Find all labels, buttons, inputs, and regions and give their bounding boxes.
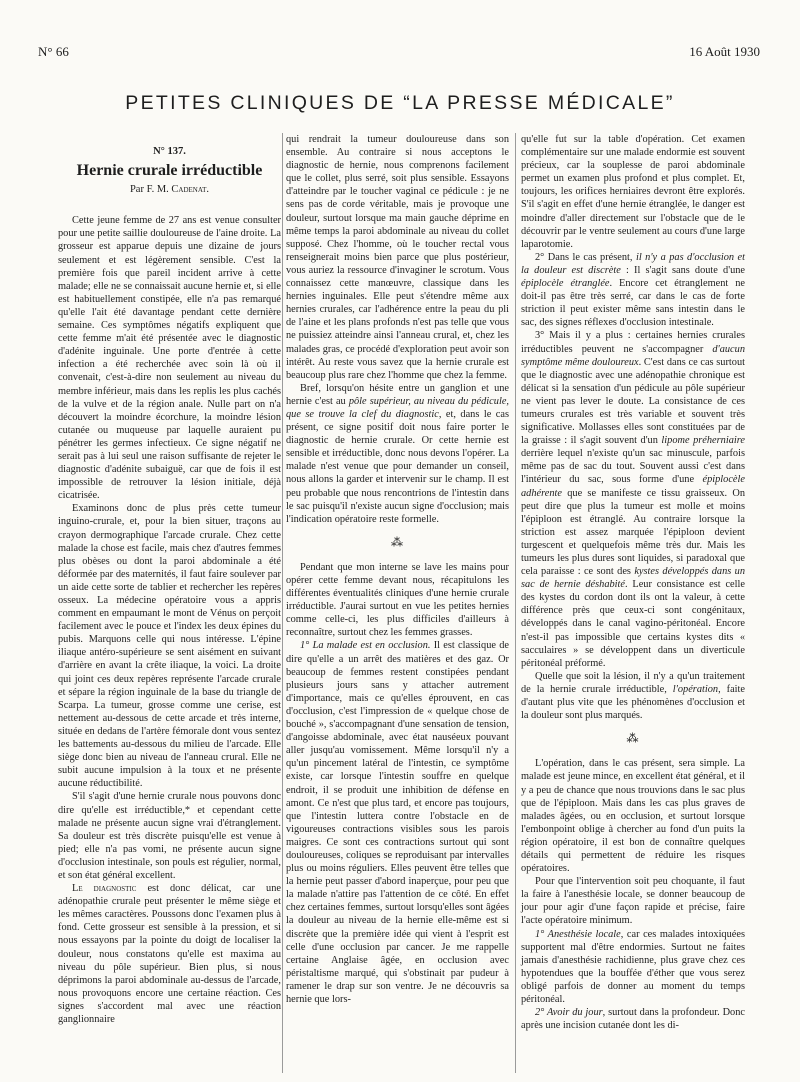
paragraph-lead: 1° Anesthésie locale [535,928,621,940]
column-rule [282,133,283,1073]
author-name: Cadenat. [171,184,210,196]
byline-prefix: Par F. M. [129,184,169,196]
section-separator: ⁂ [391,534,404,549]
section-separator: ⁂ [626,731,640,746]
column-3 [521,133,745,1032]
article-title: Hernie crurale irréductible [76,162,263,180]
paragraph: L'opération, dans le cas présent, sera simple. La malade est jeune mince, en excellent état général, et il y a peu de chance que nous trouvions dans le sac plus que de l'épiploon. Mais dans les cas plus graves de malades âgées, ou en occlusion, et surtout lorsque l'embonpoint oblige à chercher au fond d'un puits la région opératoire, il est bon de connaître quelques détails qui permettent de réduire les risques opératoires. [521,758,745,875]
issue-date: 16 Août 1930 [689,44,760,59]
paragraph: Cette jeune femme de 27 ans est venue consulter pour une petite saillie douloureuse de l'aine droite. La grosseur est apparue depuis une dizaine de jours seulement et est légèrement sensible. C'est la première fois que pareil incident arrive à cette malade; elle ne se connaissait aucune hernie et, si elle est habituellement constipée, elle n'a pas remarqué qu'elle l'ait été davantage pendant cette dernière semaine. Ces symptômes négatifs expliquent que cette femme m'ait été présentée avec le diagnostic d'adénite inguinale. Une porte d'entrée à cette infection a été recherchée avec soin là où il convenait, c'est-à-dire non seulement au niveau du membre inférieur, mais dans les replis les plus cachés de la vulve et de la région anale. Nulle part on n'a découvert la moindre écorchure, la moindre lésion cutanée ou muqueuse par laquelle auraient pu pénétrer les germes infectieux. Ce signe négatif ne serait pas à lui seul une raison suffisante de rejeter le diagnostic d'adénite subaiguë, car que de fois il est impossible de retrouver la lésion initiale, déjà cicatrisée. [58,215,281,502]
paragraph: Pendant que mon interne se lave les mains pour opérer cette femme devant nous, récapitulons les différentes éventualités cliniques d'une hernie crurale irréductible. J'aurai surtout en vue les petites hernies comme celle-ci, les plus difficiles d'ailleurs à reconnaître, surtout chez les femmes grasses. [286,561,509,639]
paragraph: Examinons donc de plus près cette tumeur inguino-crurale, et, pour la bien situer, traçons au crayon dermographique l'arcade crurale. Chez cette malade la chose est facile, mais chez d'autres femmes plus obèses ou dont la paroi abdominale a été déformée par des maternités, il faut faire soulever par un aide cette sorte de tablier et rechercher les repères osseux. La médecine opératoire vous a appris comment en empaumant le mont de Vénus on perçoit facilement avec le pouce et l'index les deux épines du pubis. Marquons celle qui nous intéresse. L'épine iliaque antéro-supérieure se sent aisément en suivant d'arrière en avant la crête iliaque, la voici. La droite qui joint ces deux repères représente l'arcade crurale et sépare la région inguinale de la base du triangle de Scarpa. La tumeur, grosse comme une cerise, est nettement au-dessous de cette arcade et très interne, située en dedans de l'artère fémorale dont vous sentez les battements au-dessous du milieu de l'arcade. Elle siège donc bien au niveau de l'anneau crural. Elle ne subit aucune impulsion à la toux et ne présente aucune réductibilité. [58,503,281,790]
paragraph: S'il s'agit d'une hernie crurale nous pouvons donc dire qu'elle est irréductible,* et cependant cette malade ne présente aucun signe vrai d'étranglement. Sa douleur est très discrète puisqu'elle est venue à pied; elle n'a pas vomi, ne présente aucun signe d'occlusion intestinale, son pouls est régulier, normal, et son état général excellent. [58,791,281,881]
column-2 [286,133,509,1006]
paragraph: 1° Anesthésie locale, car ces malades intoxiquées supportent mal d'être endormies. Surtout ne faites jamais d'anesthésie rachidienne, plus grave chez ces hypotendues que la bouffée d'éther que vous serez obligé parfois de donner au moment du temps péritonéal. [521,928,745,1005]
page-header [38,44,760,66]
paragraph: Le diagnostic est donc délicat, car une adénopathie crurale peut présenter le même siège et les mêmes caractères. Poussons donc l'examen plus à fond. Cette grosseur est sensible à la pression, et si nous essayons par la pointe du doigt de localiser la douleur, nous constatons qu'elle est maxima au niveau du pôle supérieur. Bien plus, si nous déprimons la paroi abdominale au-dessus de l'arcade, nous provoquons encore une certaine réaction. Ces signes s'accordent mal avec une réaction ganglionnaire [58,883,281,1025]
paragraph-lead: Le diagnostic [72,883,137,895]
paragraph-lead: 2° Avoir du jour [535,1007,603,1019]
paragraph: 3° Mais il y a plus : certaines hernies crurales irréductibles peuvent ne s'accompagner d'aucun symptôme même douloureux. C'est dans ce cas surtout que le diagnostic avec une adénopathie chronique est délicat si la sensation d'un pédicule au pôle supérieur ne vient pas lever le doute. La consistance de ces tumeurs crurales est très variable et souvent très significative. Mollasses elles sont constituées par de la graisse : il s'agit souvent d'un lipome préherniaire derrière lequel n'existe qu'un sac minuscule, parfois même pas de sac du tout. Souvent aussi c'est dans l'intérieur du sac, sous forme d'une épiplocèle adhérente que se manifeste ce tissu graisseux. On peut dire que plus la tumeur est molle et moins l'épiploon est étranglé. Au contraire lorsque la striction est assez marquée l'épiploon devient turgescent et quelquefois même très dur. Mais les tumeurs les plus dures sont liquides, si paradoxal que cela paraisse : ce sont des kystes développés dans un sac de hernie déshabité. Leur consistance est celle des kystes du cordon dont ils ont la valeur, à cette différence près que ceux-ci sont congénitaux, développés dans le canal vagino-péritonéal. Encore n'est-il pas impossible que certains kystes dits « sacculaires » se développent dans un diverticule péritonéal préformé. [521,330,745,669]
paragraph-lead: 1° La malade est en occlusion. [300,640,431,652]
paragraph: qui rendrait la tumeur douloureuse dans son ensemble. Au contraire si nous acceptons le diagnostic de hernie, nous comprenons facilement que le collet, plus serré, soit plus sensible. Essayons d'atteindre par le toucher vaginal ce pédicule : je ne sens pas de corde véritable, mais je provoque une douleur, surtout lorsque ma main gauche déprime en même temps la paroi abdominale au niveau du collet supposé. Chez l'homme, où le toucher rectal vous renseignerait moins bien parce que plus postérieur, vous auriez la ressource d'invaginer le scrotum. Vous connaissez cette manœuvre, classique dans les hernies inguinales. Elle peut s'étendre même aux hernies crurales, car l'adhérence entre la peau du pli de l'aine et les plans profonds n'est pas telle que vous ne puissiez atteindre ainsi l'anneau crural, et, chez les malades gras, ce procédé d'exploration peut avoir son intérêt. Au reste vous savez que la hernie crurale est beaucoup plus rare chez l'homme que chez la femme. [286,134,509,381]
byline [58,183,281,196]
section-banner: PETITES CLINIQUES DE “LA PRESSE MÉDICALE” [125,92,675,114]
paragraph: 2° Dans le cas présent, il n'y a pas d'occlusion et la douleur est discrète : Il s'agit sans doute d'une épiplocèle étranglée. Encore cet étranglement ne doit-il pas être très serré, car dans le cas de forte striction il peut exister même sans intestin dans le sac, des signes réflexes d'occlusion intestinale. [521,251,746,329]
paragraph: 1° La malade est en occlusion. Il est classique de dire qu'elle a un arrêt des matières et des gaz. Or beaucoup de femmes restent constipées pendant plusieurs jours sans y attacher autrement d'importance, mais ce qu'elles éprouvent, en cas d'occlusion, c'est l'impression de « quelque chose de bouché », s'accompagnant d'une sensation de tension, d'angoisse abdominale, avec état nauséeux pouvant aller jusqu'au vomissement. Même lorsqu'il n'y a qu'un pincement latéral de l'intestin, ce symptôme existe, car lorsque l'intestin souffre en quelque endroit, il se produit une inhibition de défense en amont. Ce n'est que plus tard, et encore pas toujours, que l'intestin luttera contre l'obstacle en de vigoureuses contractions visibles sous les parois maigres. Ce sont ces contractions surtout qui sont douloureuses, coliques se reproduisant par intervalles plus ou moins réguliers. Elles peuvent être telles que la hernie peut passer d'abord inaperçue, pour peu que la malade n'attire pas l'attention de ce côté. En effet chez certaines femmes, surtout lorsqu'elles sont âgées la douleur au niveau de la hernie elle-même est si discrète que la première idée qui vient à l'esprit est celle d'une occlusion par cancer. Je me rappelle certaine Anglaise âgée, en occlusion avec péristaltisme marqué, qui s'obstinait par pudeur à ramener le drap sur son ventre. Je ne découvris sa hernie que lors- [286,640,509,1005]
column-rule [515,133,516,1073]
column-1 [58,133,281,1026]
paragraph: 2° Avoir du jour, surtout dans la profondeur. Donc après une incision cutanée dont les di- [521,1007,745,1032]
paragraph: Quelle que soit la lésion, il n'y a qu'un traitement de la hernie crurale irréductible, l'opération, faite d'autant plus vite que les phénomènes d'occlusion et la douleur sont plus marqués. [521,670,745,722]
paragraph: Pour que l'intervention soit peu choquante, il faut la faire à l'anesthésie locale, se donner beaucoup de jour pour agir d'une façon rapide et précise, faire l'acte opératoire minimum. [521,876,745,927]
article-number: N° 137. [153,146,186,157]
paragraph: Bref, lorsqu'on hésite entre un ganglion et une hernie c'est au pôle supérieur, au niveau du pédicule, que se trouve la clef du diagnostic, et, dans le cas présent, ce signe positif doit nous faire porter le diagnostic de hernie crurale. Or cette hernie est sensible et irréductible, donc nous devons l'opérer. La malade n'est venue que pour demander un conseil, nous allons la garder et intervenir sur le champ. Il est peu probable que nous rencontrions de l'intestin dans le sac puisqu'il n'existe aucun signe d'occlusion; mais l'indication opératoire reste formelle. [286,382,509,525]
issue-number: N° 66 [38,44,69,59]
paragraph: qu'elle fut sur la table d'opération. Cet examen complémentaire sur une malade endormie est souvent précieux, car la souplesse de paroi abdominale permet un examen plus profond et plus complet. Et, toujours, les orifices herniaires devront être explorés. S'il s'agit en effet d'une hernie étranglée, le danger est moindre d'aller directement sur l'obstacle que de le découvrir par le ventre seulement au cours d'une large laparotomie. [521,134,745,250]
